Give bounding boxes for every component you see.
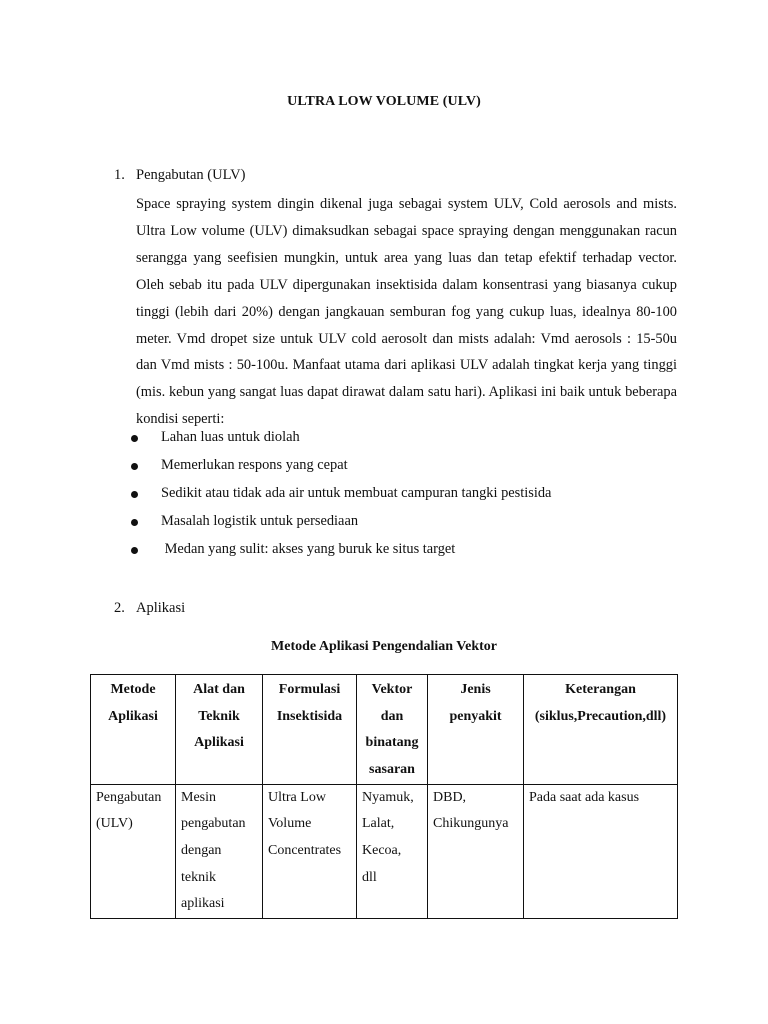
bullet-dot-icon: [131, 519, 138, 526]
vector-control-table: [90, 674, 678, 919]
bullet-text: Memerlukan respons yang cepat: [161, 457, 348, 473]
bullet-dot-icon: [131, 547, 138, 554]
header-line: Aplikasi: [108, 708, 158, 724]
bullet-item: [0, 459, 768, 487]
table-row: [91, 784, 678, 918]
header-line: Keterangan: [565, 682, 636, 697]
cell-line: Pengabutan: [96, 789, 162, 805]
cell-line: Volume: [268, 816, 312, 832]
cell-line: Ultra Low: [268, 789, 326, 805]
header-alat-teknik: [176, 675, 263, 785]
cell-line: DBD,: [433, 789, 467, 805]
cell-line: dll: [362, 869, 377, 885]
section-1-heading: [114, 167, 245, 184]
header-line: Teknik: [198, 708, 240, 724]
table-header-row: [91, 675, 678, 785]
bullet-dot-icon: [131, 435, 138, 442]
header-line: Insektisida: [276, 708, 343, 724]
cell-keterangan: [524, 784, 678, 918]
header-vektor: [357, 675, 428, 785]
cell-metode: [91, 784, 176, 918]
header-line: (siklus,Precaution,dll): [534, 708, 667, 724]
section-1-number: 1.: [114, 167, 125, 183]
header-line: Metode: [110, 682, 156, 697]
document-title: ULTRA LOW VOLUME (ULV): [287, 94, 481, 109]
header-line: Formulasi: [278, 682, 341, 697]
bullet-item: [0, 543, 768, 571]
header-line: Aplikasi: [194, 735, 244, 751]
bullet-text: Masalah logistik untuk persediaan: [161, 513, 359, 529]
bullet-text: Sedikit atau tidak ada air untuk membuat campuran tangki pestisida: [161, 485, 552, 501]
cell-formulasi: [263, 784, 357, 918]
section-2-heading: [114, 600, 185, 617]
section-2-title: Aplikasi: [136, 600, 186, 616]
section-1-title: Pengabutan (ULV): [136, 167, 246, 183]
section-1-paragraph: Space spraying system dingin dikenal juga sebagai system ULV, Cold aerosols and mists. Ultra Low volume (ULV) dimaksudkan sebagai space spraying dengan menggunakan racun serangga yang seefisien mungkin, untuk area yang luas dan tetap efektif terhadap vector. Oleh sebab itu pada ULV dipergunakan insektisida dalam konsentrasi yang biasanya cukup tinggi (lebih dari 20%) dengan jangkauan semburan fog yang cukup luas, idealnya 80-100 meter. Vmd dropet size untuk ULV cold aerosolt dan mists adalah: Vmd aerosols : 15-50u dan Vmd mists : 50-100u. Manfaat utama dari aplikasi ULV adalah tingkat kerja yang tinggi (mis. kebun yang sangat luas dapat dirawat dalam satu hari). Aplikasi ini baik untuk beberapa kondisi seperti:: [136, 196, 677, 428]
header-formulasi: [263, 675, 357, 785]
cell-vektor: [357, 784, 428, 918]
header-line: dan: [380, 708, 404, 724]
conditions-bullet-list: [0, 431, 768, 571]
section-2-number: 2.: [114, 600, 125, 616]
bullet-dot-icon: [131, 463, 138, 470]
cell-line: Pada saat ada kasus: [529, 789, 640, 805]
cell-line: aplikasi: [181, 896, 225, 912]
cell-line: Kecoa,: [362, 843, 402, 858]
cell-line: Lalat,: [362, 816, 395, 832]
header-line: penyakit: [449, 708, 502, 724]
cell-line: (ULV): [96, 816, 133, 832]
header-line: sasaran: [369, 762, 415, 778]
table-caption: Metode Aplikasi Pengendalian Vektor: [271, 639, 497, 654]
cell-line: Concentrates: [268, 843, 342, 858]
header-line: Vektor: [371, 682, 413, 697]
header-metode-aplikasi: [91, 675, 176, 785]
cell-alat: [176, 784, 263, 918]
cell-line: Mesin: [181, 789, 216, 805]
header-keterangan: [524, 675, 678, 785]
header-jenis-penyakit: [428, 675, 524, 785]
bullet-item: [0, 515, 768, 543]
bullet-dot-icon: [131, 491, 138, 498]
cell-line: Chikungunya: [433, 816, 509, 832]
cell-line: Nyamuk,: [362, 789, 414, 805]
header-line: binatang: [365, 735, 419, 751]
cell-line: dengan: [181, 843, 222, 858]
cell-line: pengabutan: [181, 816, 246, 832]
section-1-body: [136, 191, 677, 433]
bullet-item: [0, 431, 768, 459]
header-line: Jenis: [460, 682, 491, 697]
cell-line: teknik: [181, 869, 216, 885]
bullet-text: Medan yang sulit: akses yang buruk ke situs target: [161, 541, 456, 557]
header-line: Alat dan: [193, 682, 245, 697]
bullet-item: [0, 487, 768, 515]
cell-jenis-penyakit: [428, 784, 524, 918]
bullet-text: Lahan luas untuk diolah: [161, 429, 300, 445]
